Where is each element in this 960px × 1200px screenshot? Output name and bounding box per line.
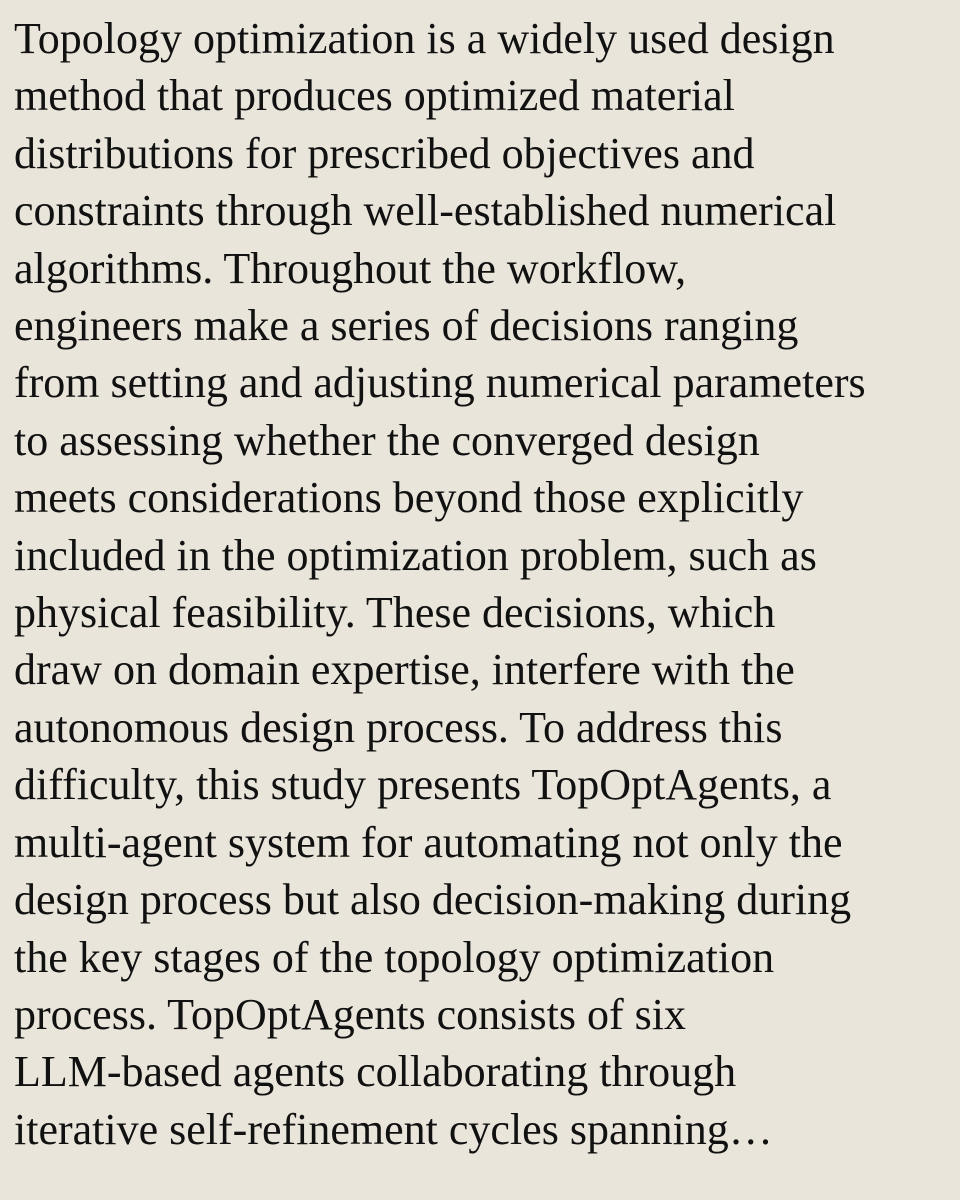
text-line-11: physical feasibility. These decisions, which	[14, 588, 776, 638]
text-line-15: multi-agent system for automating not only the	[14, 817, 843, 867]
text-line-18: process. TopOptAgents consists of six	[14, 989, 686, 1039]
text-line-16: design process but also decision-making during	[14, 875, 852, 925]
text-line-14: difficulty, this study presents TopOptAgents, a	[14, 760, 832, 810]
text-line-7: from setting and adjusting numerical parameters	[14, 358, 866, 408]
text-line-10: included in the optimization problem, such as	[14, 530, 817, 580]
text-line-17: the key stages of the topology optimization	[14, 932, 775, 982]
text-line-6: engineers make a series of decisions ranging	[14, 301, 799, 351]
text-line-1: Topology optimization is a widely used design	[14, 14, 835, 63]
text-line-13: autonomous design process. To address this	[14, 702, 783, 752]
text-line-19: LLM-based agents collaborating through	[14, 1047, 737, 1097]
text-line-12: draw on domain expertise, interfere with the	[14, 645, 795, 695]
text-line-9: meets considerations beyond those explicitly	[14, 473, 804, 523]
text-line-4: constraints through well-established numerical	[14, 186, 837, 236]
text-line-2: method that produces optimized material	[14, 71, 735, 121]
abstract-text	[14, 10, 946, 1158]
text-line-3: distributions for prescribed objectives and	[14, 128, 755, 178]
text-line-5: algorithms. Throughout the workflow,	[14, 243, 687, 293]
text-line-20: iterative self-refinement cycles spanning…	[14, 1104, 773, 1154]
text-line-8: to assessing whether the converged design	[14, 415, 760, 465]
